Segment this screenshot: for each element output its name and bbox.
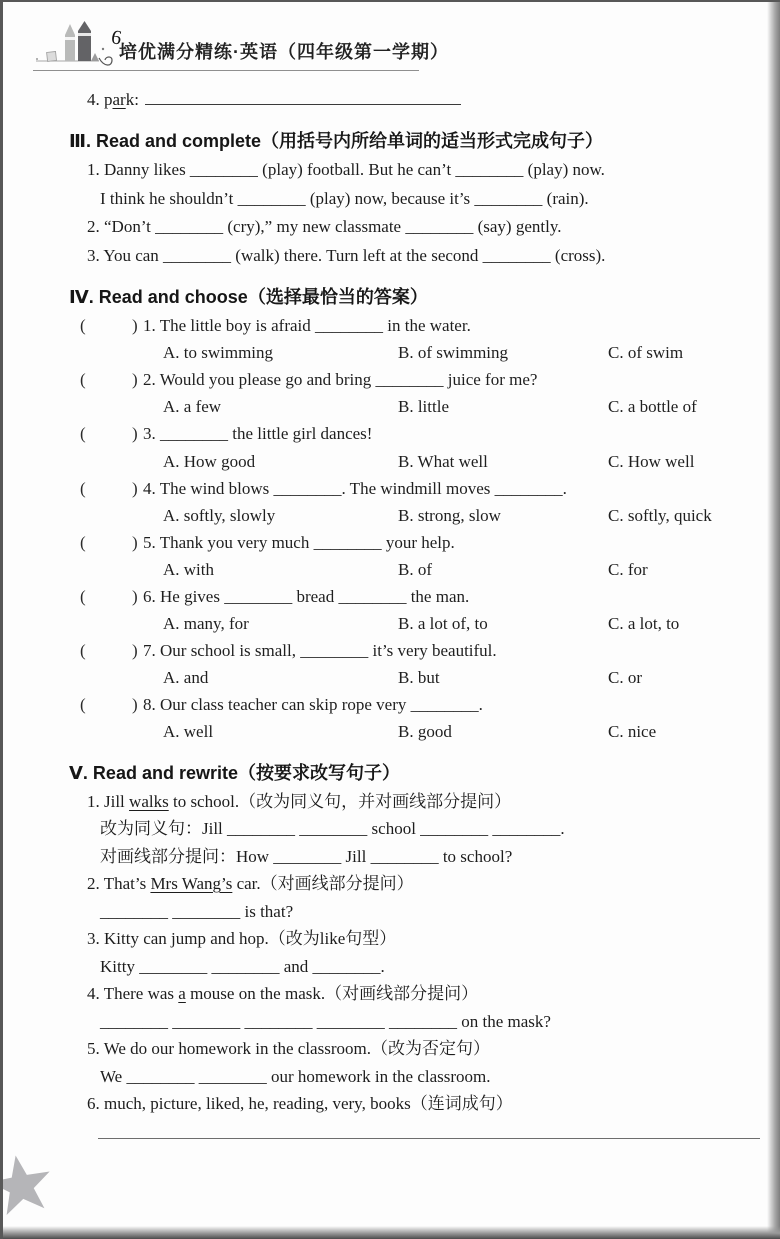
answer-bracket-close: ): [132, 586, 138, 606]
s4-q5: ( ) 5. Thank you very much ________ your help.: [3, 529, 769, 556]
s4-q5-options: [3, 556, 769, 583]
s4-q3-options: [3, 448, 769, 475]
option-a: A. well: [163, 722, 214, 742]
underlined-letters: ar: [112, 90, 126, 109]
s4-q8: ( ) 8. Our class teacher can skip rope very ________.: [3, 691, 769, 718]
answer-bracket-close: ): [132, 370, 138, 390]
option-b: B. What well: [398, 451, 488, 471]
s4-q3: ( ) 3. ________ the little girl dances!: [3, 420, 769, 447]
option-b: B. of: [398, 559, 432, 579]
option-c: C. a lot, to: [608, 614, 680, 634]
s4-q2-options: [3, 393, 769, 420]
book-title: 培优满分精练·英语（四年级第一学期）: [119, 42, 449, 62]
answer-bracket-close: ): [132, 478, 138, 498]
s4-q8-options: [3, 718, 769, 745]
answer-bracket-open: (: [80, 424, 86, 444]
option-a: A. a few: [163, 397, 222, 417]
option-c: C. for: [608, 559, 648, 579]
underlined-word: a: [178, 984, 186, 1004]
page-edge-shadow-bottom: [3, 1226, 780, 1239]
option-b: B. strong, slow: [398, 505, 501, 525]
s5-q1-rewrite1: 改为同义句：Jill ________ ________ school ________ ________.: [100, 819, 565, 839]
s3-q3: 3. You can ________ (walk) there. Turn left at the second ________ (cross).: [87, 245, 606, 265]
answer-bracket-open: (: [80, 641, 86, 661]
option-c: C. or: [608, 668, 642, 688]
s4-q4-options: [3, 502, 769, 529]
s5-q1: 1. Jill walks to school.（改为同义句，并对画线部分提问）: [87, 791, 512, 811]
s5-q4: 4. There was a mouse on the mask.（对画线部分提问）: [87, 984, 479, 1004]
answer-bracket-open: (: [80, 586, 86, 606]
answer-bracket-close: ): [132, 695, 138, 715]
underlined-word: walks: [129, 791, 169, 811]
s5-q3: 3. Kitty can jump and hop.（改为like句型）: [87, 929, 397, 949]
answer-bracket-open: (: [80, 695, 86, 715]
option-c: C. of swim: [608, 343, 684, 363]
option-a: A. with: [163, 559, 214, 579]
s5-q2: 2. That’s Mrs Wang’s car.（对画线部分提问）: [87, 874, 414, 894]
answer-bracket-close: ): [132, 641, 138, 661]
s4-q1: ( ) 1. The little boy is afraid ________ in the water.: [3, 312, 769, 339]
option-a: A. How good: [163, 451, 256, 471]
option-b: B. but: [398, 668, 440, 688]
exercise-content: [3, 86, 769, 1139]
s3-q1-line1: 1. Danny likes ________ (play) football. But he can’t ________ (play) now.: [87, 160, 605, 180]
option-c: C. nice: [608, 722, 657, 742]
page-edge-shadow-right: [767, 2, 780, 1239]
s5-q6-answer-line: [98, 1138, 760, 1139]
s5-q6: 6. much, picture, liked, he, reading, very, books（连词成句）: [87, 1094, 513, 1114]
answer-bracket-open: (: [80, 316, 86, 336]
s4-q7: ( ) 7. Our school is small, ________ it’s very beautiful.: [3, 637, 769, 664]
answer-bracket-open: (: [80, 532, 86, 552]
option-b: B. good: [398, 722, 452, 742]
answer-bracket-close: ): [132, 316, 138, 336]
answer-bracket-close: ): [132, 424, 138, 444]
s3-q2: 2. “Don’t ________ (cry),” my new classmate ________ (say) gently.: [87, 217, 562, 237]
s4-q1-options: [3, 339, 769, 366]
option-b: B. of swimming: [398, 343, 509, 363]
header-divider: [33, 70, 419, 71]
option-b: B. little: [398, 397, 449, 417]
s4-q4: ( ) 4. The wind blows ________. The windmill moves ________.: [3, 475, 769, 502]
section3-heading: Ⅲ. Read and complete（用括号内所给单词的适当形式完成句子）: [69, 131, 604, 152]
s5-q5: 5. We do our homework in the classroom.（改为否定句）: [87, 1039, 490, 1059]
s4-q6: ( ) 6. He gives ________ bread ________ the man.: [3, 583, 769, 610]
option-c: C. a bottle of: [608, 397, 697, 417]
answer-bracket-open: (: [80, 478, 86, 498]
option-a: A. softly, slowly: [163, 505, 276, 525]
option-a: A. many, for: [163, 614, 249, 634]
answer-bracket-close: ): [132, 532, 138, 552]
option-b: B. a lot of, to: [398, 614, 488, 634]
answer-blank-line: [145, 90, 461, 105]
underlined-word: Mrs Wang’s: [150, 874, 233, 894]
s5-q1-rewrite2: 对画线部分提问：How ________ Jill ________ to school?: [100, 846, 513, 866]
s5-q5-rewrite: We ________ ________ our homework in the classroom.: [100, 1066, 491, 1086]
option-c: C. How well: [608, 451, 695, 471]
option-c: C. softly, quick: [608, 505, 712, 525]
answer-bracket-open: (: [80, 370, 86, 390]
page-number: 6: [109, 26, 124, 50]
s4-q7-options: [3, 664, 769, 691]
section5-heading: Ⅴ. Read and rewrite（按要求改写句子）: [69, 762, 400, 783]
s5-q2-rewrite: ________ ________ is that?: [100, 901, 294, 921]
s5-q3-rewrite: Kitty ________ ________ and ________.: [100, 956, 385, 976]
s4-q2: ( ) 2. Would you please go and bring ________ juice for me?: [3, 366, 769, 393]
option-a: A. and: [163, 668, 209, 688]
section4-heading: Ⅳ. Read and choose（选择最恰当的答案）: [69, 287, 428, 308]
s3-q1-line2: I think he shouldn’t ________ (play) now, because it’s ________ (rain).: [100, 188, 589, 208]
vocab-item-park: 4. park:: [3, 86, 769, 114]
s4-q6-options: [3, 610, 769, 637]
option-a: A. to swimming: [163, 343, 274, 363]
s5-q4-rewrite: ________ ________ ________ ________ ________ on the mask?: [100, 1011, 551, 1031]
page-number-star: [0, 1150, 58, 1222]
